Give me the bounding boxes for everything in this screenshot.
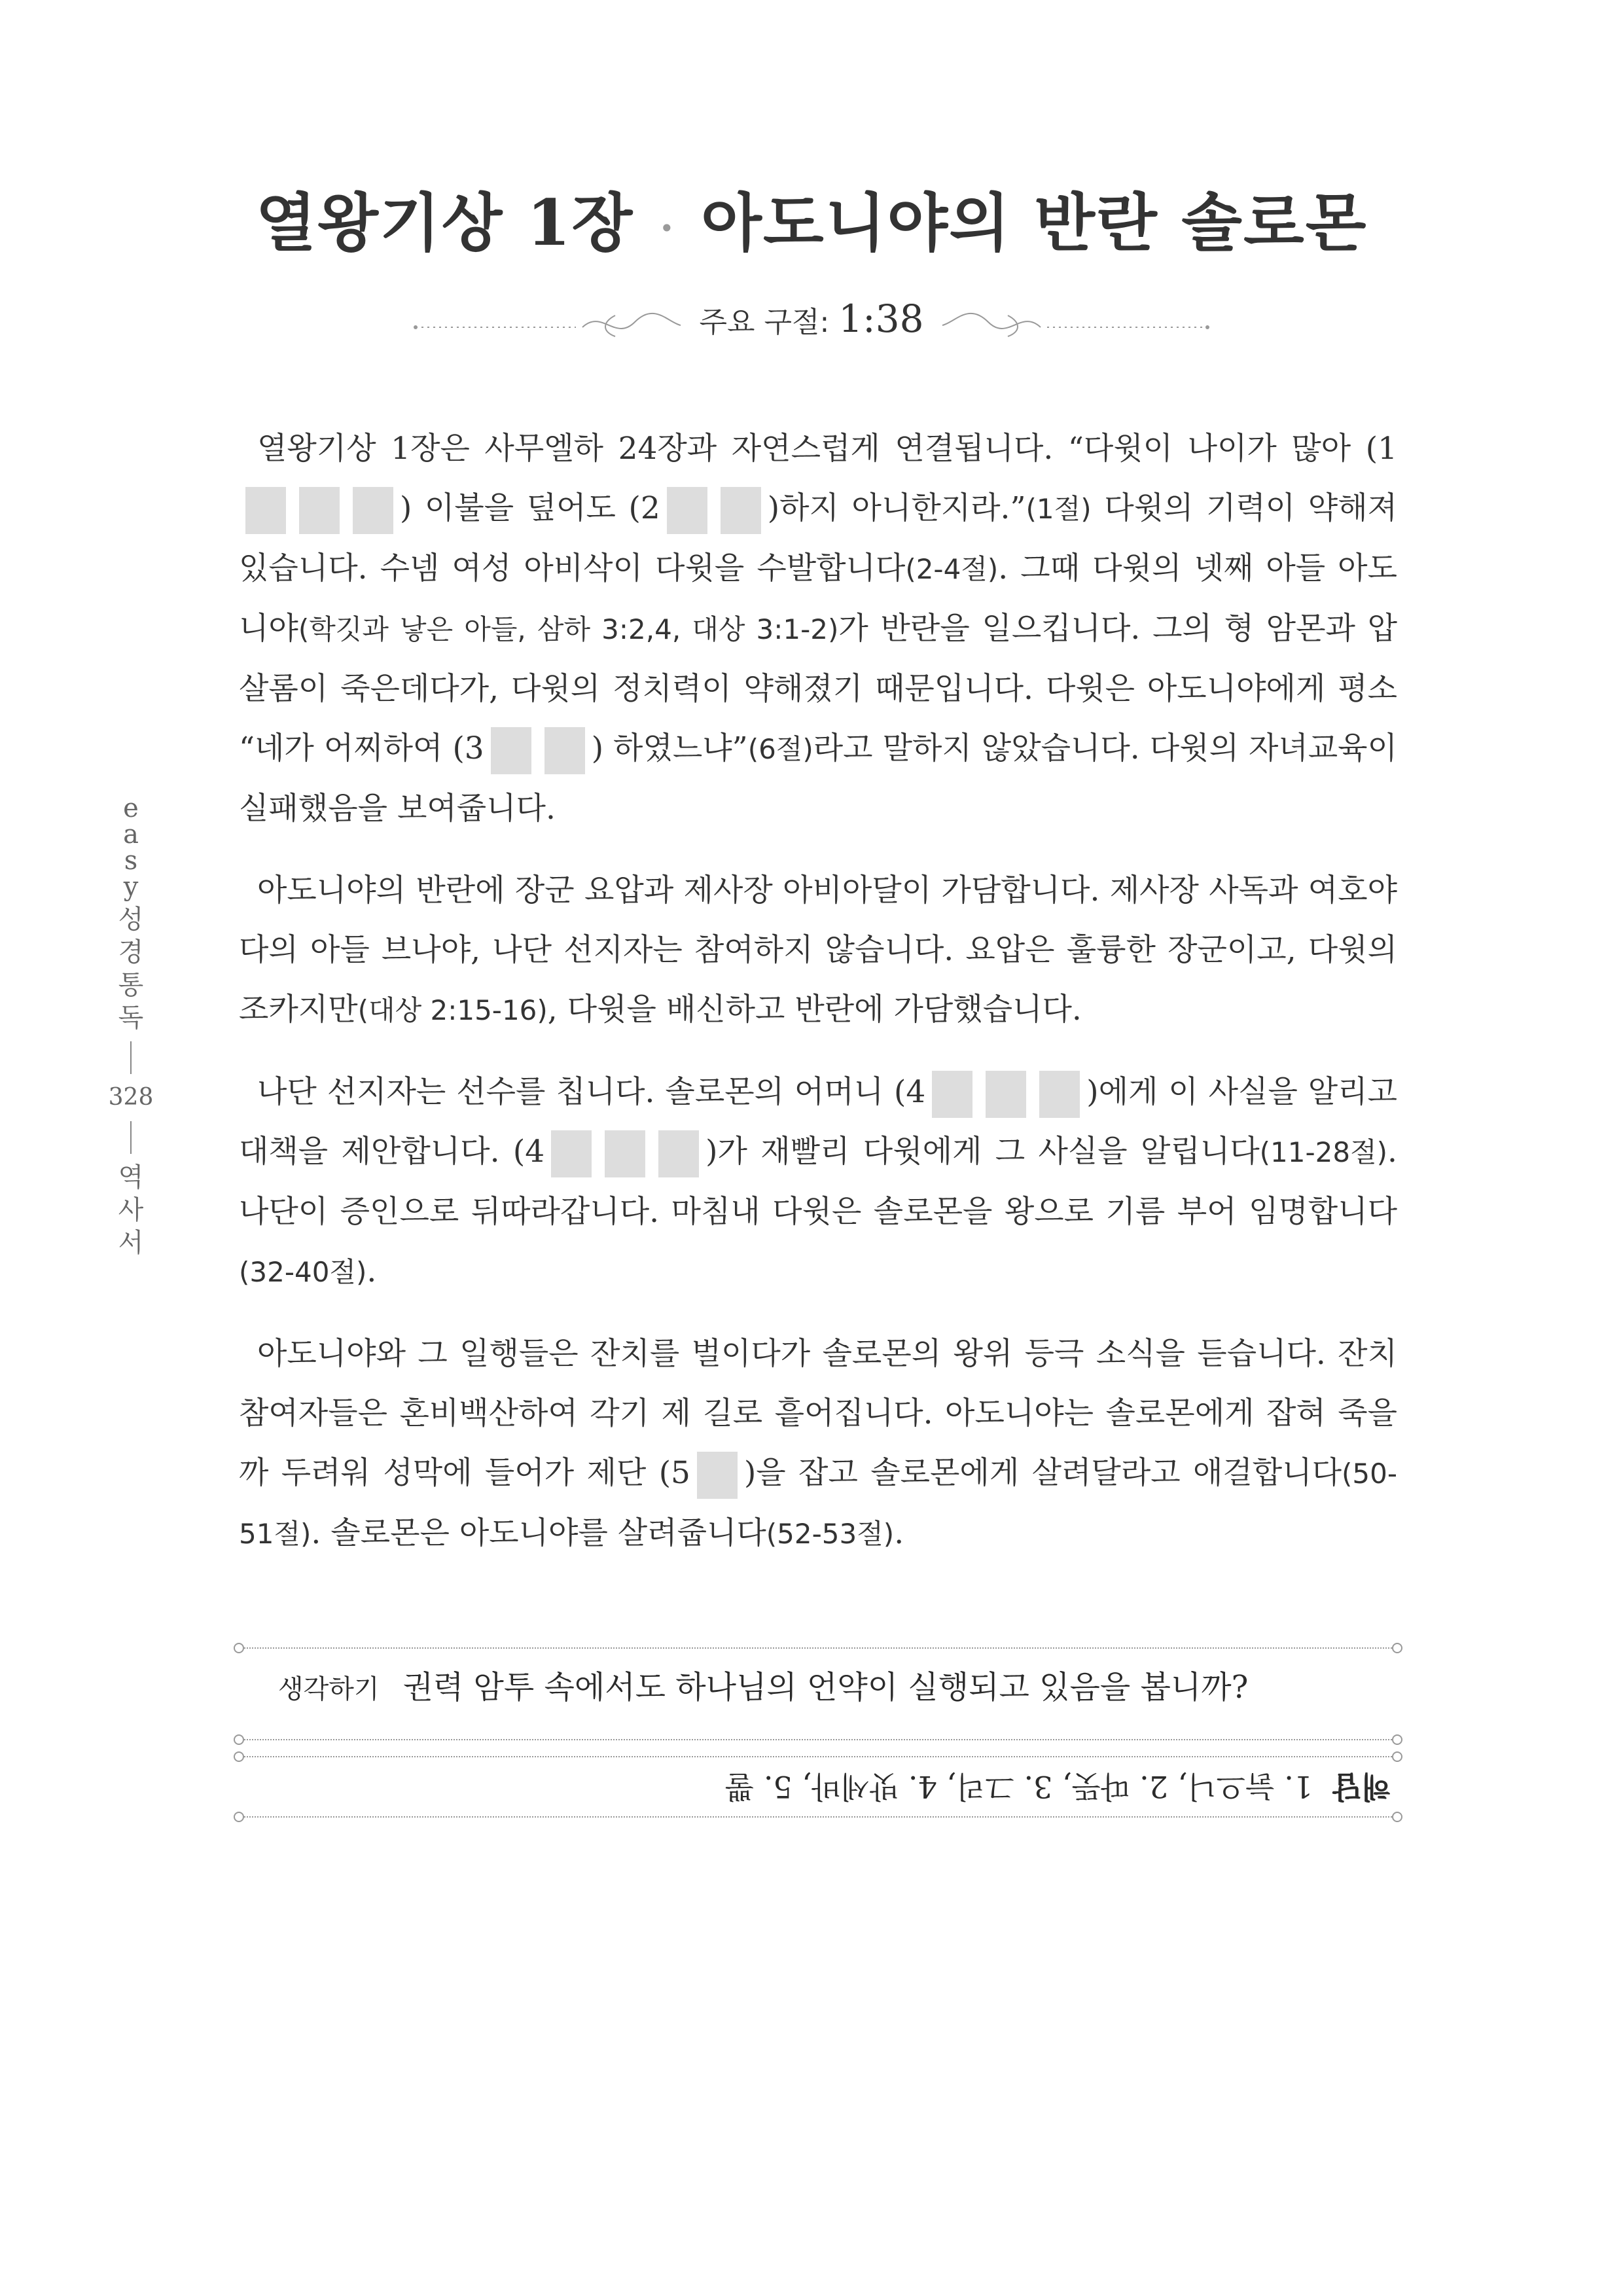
reflection-box	[239, 1640, 1397, 1823]
side-char: 독	[118, 1003, 144, 1033]
fill-in-blank[interactable]	[986, 1071, 1026, 1118]
side-char: 통	[118, 970, 144, 1000]
text-run: )을 잡고 솔로몬에게 살려달라고 애걸합니다	[743, 1455, 1342, 1491]
reflection-question	[278, 1664, 1248, 1712]
verse-ref: (32-40절)	[239, 1256, 367, 1288]
side-margin-label	[108, 793, 154, 1258]
page-number: 328	[108, 1084, 154, 1111]
text-run: 열왕기상 1장은 사무엘하 24장과 자연스럽게 연결됩니다. “다윗이 나이가 많아 (1	[257, 431, 1397, 467]
fill-in-blank[interactable]	[491, 727, 531, 774]
body-text	[239, 419, 1397, 1586]
side-char: 경	[118, 937, 144, 967]
text-run: , 다윗을 배신하고 반란에 가담했습니다.	[547, 992, 1082, 1028]
text-run: ) 하였느냐”	[591, 730, 748, 766]
text-run: )하지 아니한지라.”	[767, 490, 1026, 526]
fill-in-blank[interactable]	[353, 487, 393, 534]
page-title	[0, 173, 1623, 263]
circle-icon	[1392, 1643, 1402, 1653]
fill-in-blank[interactable]	[605, 1130, 645, 1177]
answer-label: 해답	[1332, 1769, 1391, 1804]
answer-key-upside-down	[724, 1764, 1391, 1810]
circle-icon	[234, 1734, 244, 1745]
fill-in-blank[interactable]	[721, 487, 761, 534]
divider-line	[239, 1756, 1397, 1757]
verse-ref: (6절)	[747, 733, 813, 765]
fill-in-blank[interactable]	[551, 1130, 592, 1177]
paragraph-2	[239, 861, 1397, 1040]
fill-in-blank[interactable]	[932, 1071, 972, 1118]
answer-text: 1. 늙으니, 2. 따뜻, 3. 그리, 4. 밧세바, 5. 뿔	[724, 1769, 1313, 1804]
verse-ref: (1절)	[1026, 493, 1092, 525]
text-run: 라고 말하지 않았습니다. 다윗의 자녀교육이 실패했음을 보여줍니다.	[239, 730, 1397, 827]
reflection-label: 생각하기	[278, 1674, 380, 1704]
fill-in-blank[interactable]	[667, 487, 707, 534]
circle-icon	[234, 1751, 244, 1762]
verse-ref: (50-51절)	[239, 1458, 1397, 1550]
circle-icon	[1392, 1734, 1402, 1745]
divider-line	[239, 1739, 1397, 1740]
title-separator: ·	[660, 206, 675, 252]
circle-icon	[1392, 1751, 1402, 1762]
side-char: 사	[118, 1195, 144, 1225]
text-run: 아도니야와 그 일행들은 잔치를 벌이다가 솔로몬의 왕위 등극 소식을 듣습니다. 잔치 참여자들은 혼비백산하여 각기 제 길로 흩어집니다. 아도니야는 솔로몬에게 잡혀 죽을까 두려워 성막에 들어가 제단 (5	[239, 1336, 1397, 1491]
side-char: 역	[118, 1162, 144, 1193]
side-char: 서	[118, 1228, 144, 1258]
text-run: )에게 이 사실을 알리고 대책을 제안합니다. (4	[239, 1074, 1397, 1170]
side-divider	[130, 1041, 132, 1074]
text-run: 나단 선지자는 선수를 칩니다. 솔로몬의 어머니 (4	[257, 1074, 926, 1110]
text-run: 가 반란을 일으킵니다. 그의 형 암몬과 압살롬이 죽은데다가, 다윗의 정치력이 약해졌기 때문입니다. 다윗은 아도니야에게 평소 “네가 어찌하여 (3	[239, 611, 1397, 766]
side-char: e	[123, 793, 139, 823]
fill-in-blank[interactable]	[544, 727, 585, 774]
verse-ref: (52-53절)	[766, 1518, 895, 1550]
reflection-text: 권력 암투 속에서도 하나님의 언약이 실행되고 있음을 봅니까?	[402, 1669, 1249, 1706]
text-run: 아도니야의 반란에 장군 요압과 제사장 아비아달이 가담합니다. 제사장 사독과 여호야다의 아들 브나야, 나단 선지자는 참여하지 않습니다. 요압은 훌륭한 장군이고, 다윗의 조카지만	[239, 872, 1397, 1028]
paragraph-4	[239, 1324, 1397, 1564]
divider-line	[239, 1816, 1397, 1818]
side-char: 성	[118, 905, 144, 935]
paragraph-1	[239, 419, 1397, 838]
text-run: . 그때 다윗의 넷째 아들 아도니야	[239, 550, 1397, 647]
paragraph-3	[239, 1062, 1397, 1302]
text-run: .	[366, 1253, 377, 1289]
text-run: )가 재빨리 다윗에게 그 사실을 알립니다	[705, 1134, 1260, 1170]
fill-in-blank[interactable]	[245, 487, 286, 534]
side-divider	[130, 1121, 132, 1154]
text-run: . 솔로몬은 아도니야를 살려줍니다	[311, 1515, 766, 1551]
side-char: y	[123, 872, 139, 902]
side-char: a	[123, 819, 139, 850]
title-subtitle: 아도니야의 반란 솔로몬	[701, 186, 1368, 260]
key-verse-banner	[406, 296, 1217, 342]
verse-ref: (학깃과 낳은 아들, 삼하 3:2,4, 대상 3:1-2)	[298, 613, 839, 645]
key-verse-label: 주요 구절:	[699, 306, 830, 339]
verse-ref: (대상 2:15-16)	[357, 994, 548, 1026]
fill-in-blank[interactable]	[697, 1452, 738, 1499]
fill-in-blank[interactable]	[1039, 1071, 1080, 1118]
text-run: 다윗의 기력이 약해져 있습니다. 수넴 여성 아비삭이 다윗을 수발합니다	[239, 490, 1398, 586]
verse-ref: (2-4절)	[905, 553, 999, 585]
divider-line	[239, 1647, 1397, 1649]
side-char: s	[124, 846, 138, 876]
circle-icon	[1392, 1812, 1402, 1822]
fill-in-blank[interactable]	[299, 487, 340, 534]
fill-in-blank[interactable]	[658, 1130, 699, 1177]
title-book: 열왕기상 1장	[255, 186, 634, 260]
key-verse	[406, 296, 1217, 346]
verse-ref: (11-28절)	[1259, 1136, 1388, 1168]
key-verse-ref: 1:38	[838, 296, 924, 341]
circle-icon	[234, 1812, 244, 1822]
text-run: .	[894, 1515, 904, 1551]
text-run: . 나단이 증인으로 뒤따라갑니다. 마침내 다윗은 솔로몬을 왕으로 기름 부어 임명합니다	[239, 1134, 1397, 1230]
circle-icon	[234, 1643, 244, 1653]
text-run: ) 이불을 덮어도 (2	[400, 490, 660, 526]
